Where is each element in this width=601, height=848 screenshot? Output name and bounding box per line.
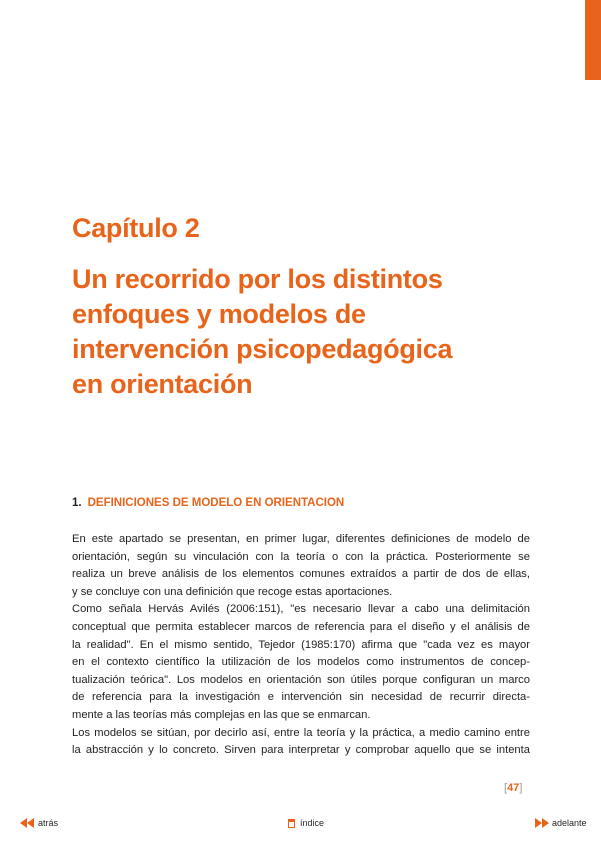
- text-line: y se concluye con una definición que recoge estas aportaciones.: [72, 585, 393, 598]
- chapter-title-line: Un recorrido por los distintos: [72, 264, 443, 294]
- chapter-title-line: intervención psicopedagógica: [72, 334, 453, 364]
- section-heading: [72, 497, 344, 509]
- next-label: adelante: [552, 818, 587, 828]
- chapter-title: [72, 262, 552, 402]
- double-left-arrow-icon: [20, 818, 34, 828]
- page-number: [47]: [504, 782, 523, 794]
- text-line: la realidad". En el mismo sentido, Tejedor (1985:170) afirma que "cada vez es mayor: [72, 638, 530, 651]
- text-line: orientación, según su vinculación con la teoría o con la práctica. Posteriormente se: [72, 550, 530, 563]
- index-icon: [288, 819, 295, 828]
- text-line: conceptual que permita establecer marcos de referencia para el diseño y el análisis de: [72, 620, 530, 633]
- text-line: tualización teórica". Los modelos en orientación son útiles porque configuran un marco: [72, 673, 530, 686]
- text-line: en el contexto científico la utilización de los modelos como instrumentos de concep-: [72, 656, 530, 669]
- paragraph: [72, 725, 530, 760]
- text-line: la abstracción y lo concreto. Sirven para interpretar y comprobar aquello que se intenta: [72, 744, 530, 757]
- double-right-arrow-icon: [535, 818, 549, 828]
- text-line: mente a las teorías más complejas en las que se enmarcan.: [72, 708, 371, 721]
- section-title: DEFINICIONES DE MODELO EN ORIENTACION: [87, 497, 345, 509]
- chapter-title-line: enfoques y modelos de: [72, 299, 366, 329]
- text-line: de referencia para la investigación e intervención sin necesidad de recurrir directa-: [72, 691, 530, 704]
- section-number: 1.: [72, 497, 82, 509]
- body-text: [72, 531, 530, 760]
- text-line: Los modelos se sitúan, por decirlo así, entre la teoría y la práctica, a medio camino entre: [72, 726, 530, 739]
- chapter-title-line: en orientación: [72, 369, 253, 399]
- index-label: índice: [300, 818, 325, 828]
- page-number-value: 47: [507, 782, 520, 794]
- chapter-label: Capítulo 2: [72, 213, 200, 243]
- back-link[interactable]: [20, 818, 58, 828]
- chapter-corner-tab: [585, 0, 601, 80]
- text-line: En este apartado se presentan, en primer lugar, diferentes definiciones de modelo de: [72, 533, 530, 545]
- text-line: Como señala Hervás Avilés (2006:151), "es necesario llevar a cabo una delimitación: [72, 603, 530, 616]
- paragraph: [72, 531, 530, 601]
- paragraph: [72, 601, 530, 724]
- next-link[interactable]: [535, 818, 587, 828]
- back-label: atrás: [38, 818, 59, 828]
- index-link[interactable]: [288, 818, 324, 828]
- text-line: realiza un breve análisis de los elementos comunes extraídos a partir de dos de ellas,: [72, 568, 530, 581]
